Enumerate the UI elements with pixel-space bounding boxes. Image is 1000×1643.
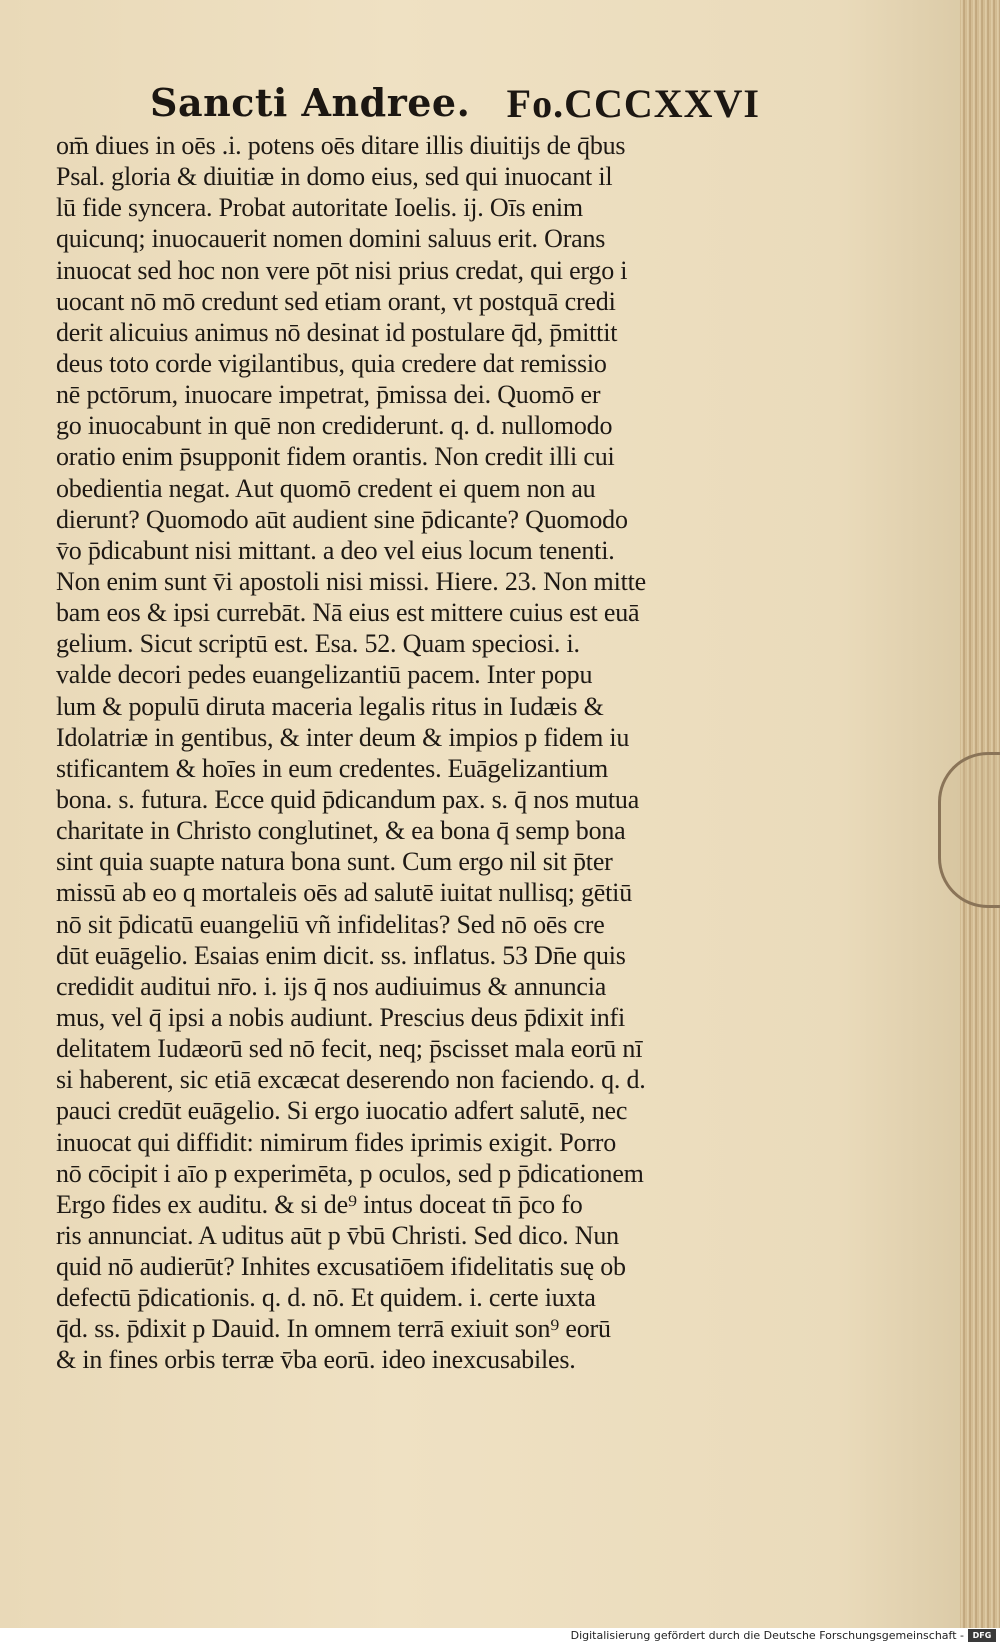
text-line: Ergo fides ex auditu. & si de⁹ intus doceat tn̄ p̄co fo — [56, 1189, 583, 1219]
text-line: inuocat qui diffidit: nimirum fides iprimis exigit. Porro — [56, 1127, 617, 1157]
text-line: obedientia negat. Aut quomō credent ei quem non au — [56, 473, 596, 503]
text-block — [56, 130, 766, 1376]
book-clasp — [938, 752, 1000, 908]
text-line: nē pctōrum, inuocare impetrat, p̄missa dei. Quomō er — [56, 380, 601, 410]
text-line: nō sit p̄dicatū euangeliū vñ infidelitas? Sed nō oēs cre — [56, 909, 605, 939]
text-line: credidit auditui nr̄o. i. ijs q̄ nos audiuimus & annuncia — [56, 971, 607, 1001]
text-line: defectū p̄dicationis. q. d. nō. Et quidem. i. certe iuxta — [56, 1283, 596, 1313]
text-line: Idolatriæ in gentibus, & inter deum & impios p fidem iu — [56, 722, 630, 752]
text-line: & in fines orbis terræ v̄ba eorū. ideo inexcusabiles. — [56, 1345, 576, 1375]
text-line: bona. s. futura. Ecce quid p̄dicandum pax. s. q̄ nos mutua — [56, 784, 640, 814]
text-line: v̄o p̄dicabunt nisi mittant. a deo vel eius locum tenenti. — [56, 535, 615, 565]
folio-number: Fo.CCCXXVI — [506, 81, 760, 126]
text-line: om̄ diues in oēs .i. potens oēs ditare illis diuitijs de q̄bus — [56, 131, 626, 160]
text-line: dierunt? Quomodo aūt audient sine p̄dicante? Quomodo — [56, 504, 628, 534]
funding-credit: Digitalisierung gefördert durch die Deutsche Forschungsgemeinschaft - — [570, 1629, 964, 1642]
footer-bar — [0, 1628, 1000, 1643]
text-line: inuocat sed hoc non vere pōt nisi prius credat, qui ergo i — [56, 255, 628, 285]
text-line: deus toto corde vigilantibus, quia credere dat remissio — [56, 348, 607, 378]
text-line: sint quia suapte natura bona sunt. Cum ergo nil sit p̄ter — [56, 847, 613, 877]
text-line: ris annunciat. A uditus aūt p v̄bū Christi. Sed dico. Nun — [56, 1220, 619, 1250]
page-header — [150, 80, 760, 135]
text-line: Psal. gloria & diuitiæ in domo eius, sed qui inuocant il — [56, 162, 613, 192]
text-line: go inuocabunt in quē non crediderunt. q. d. nullomodo — [56, 411, 613, 441]
dfg-logo: DFG — [968, 1629, 996, 1642]
text-line: dūt euāgelio. Esaias enim dicit. ss. inflatus. 53 Dn̄e quis — [56, 940, 626, 970]
text-line: oratio enim p̄supponit fidem orantis. Non credit illi cui — [56, 442, 615, 472]
text-line: pauci credūt euāgelio. Si ergo iuocatio adfert salutē, nec — [56, 1096, 628, 1126]
text-line: gelium. Sicut scriptū est. Esa. 52. Quam speciosi. i. — [56, 629, 580, 659]
text-line: nō cōcipit i aīo p experimēta, p oculos, sed p p̄dicationem — [56, 1158, 644, 1188]
text-line: q̄d. ss. p̄dixit p Dauid. In omnem terrā exiuit son⁹ eorū — [56, 1314, 611, 1344]
text-line: lum & populū diruta maceria legalis ritus in Iudæis & — [56, 691, 604, 721]
text-line: lū fide syncera. Probat autoritate Ioelis. ij. Oīs enim — [56, 193, 583, 223]
text-line: mus, vel q̄ ipsi a nobis audiunt. Prescius deus p̄dixit infi — [56, 1002, 626, 1032]
text-line: bam eos & ipsi currebāt. Nā eius est mittere cuius est euā — [56, 598, 640, 628]
text-line: quicunq; inuocauerit nomen domini saluus erit. Orans — [56, 224, 606, 254]
running-head: Sancti Andree. — [150, 80, 471, 125]
text-line: si haberent, sic etiā excæcat deserendo non faciendo. q. d. — [56, 1065, 646, 1095]
text-line: quid nō audierūt? Inhites excusatiōem ifidelitatis suę ob — [56, 1252, 626, 1282]
text-line: delitatem Iudæorū sed nō fecit, neq; p̄scisset mala eorū nī — [56, 1034, 643, 1064]
text-line: Non enim sunt v̄i apostoli nisi missi. Hiere. 23. Non mitte — [56, 566, 646, 596]
text-line: charitate in Christo conglutinet, & ea bona q̄ semp bona — [56, 816, 626, 846]
text-line: uocant nō mō credunt sed etiam orant, vt postquā credi — [56, 286, 616, 316]
text-line: derit alicuius animus nō desinat id postulare q̄d, p̄mittit — [56, 317, 618, 347]
text-line: missū ab eo q mortaleis oēs ad salutē iuitat nullisq; gētiū — [56, 878, 632, 908]
text-line: valde decori pedes euangelizantiū pacem. Inter popu — [56, 660, 593, 690]
text-line: stificantem & hoīes in eum credentes. Euāgelizantium — [56, 753, 609, 783]
